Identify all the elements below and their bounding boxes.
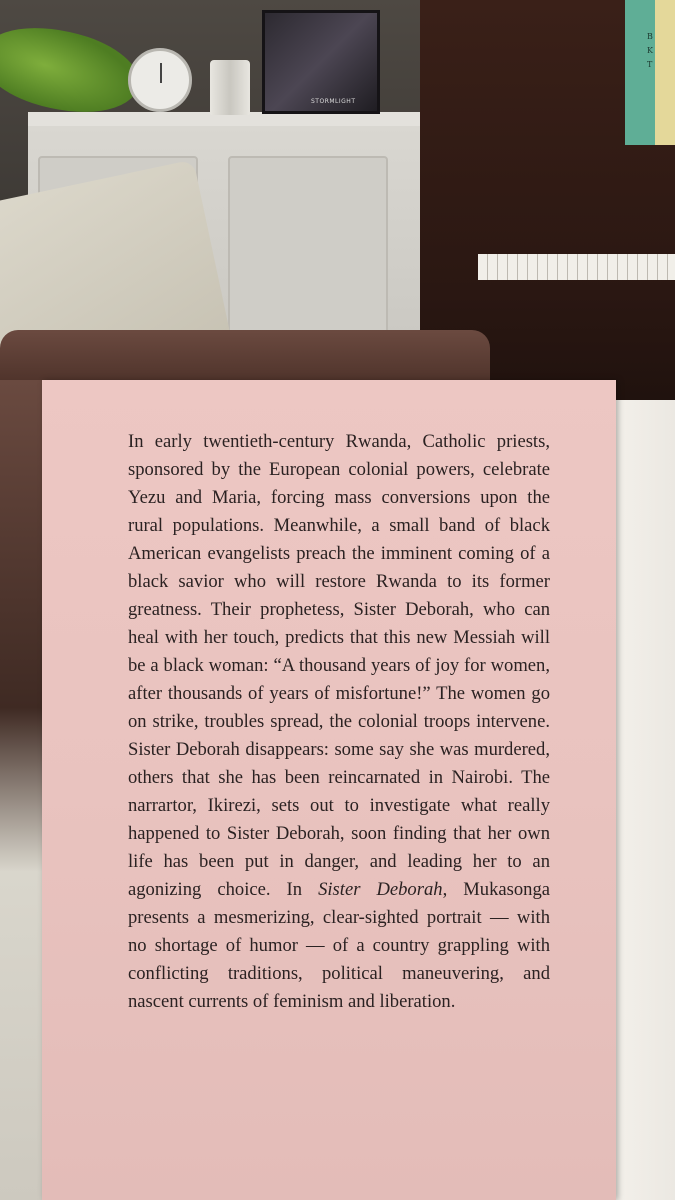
book-spine-letters: B K T — [647, 32, 653, 69]
armrest-left — [0, 380, 44, 1200]
book-spines — [625, 0, 675, 145]
blurb-in: In — [286, 879, 303, 900]
book-back-cover — [42, 380, 616, 1200]
wall-clock — [128, 48, 192, 112]
book-title-italic: Sister Deborah — [318, 879, 443, 900]
blurb-outro: , Mukasonga presents a mesmerizing, clear-sighted portrait — with no shortage of humor — of a country grappling with conflicting traditions, political maneuvering, and nascent currents of feminism and liberation. — [128, 879, 550, 1012]
frame-caption: STORMLIGHT — [311, 98, 356, 105]
piano-keys — [478, 254, 675, 280]
blurb-intro: In early twentieth-century Rwanda, Catholic priests, sponsored by the European colonial powers, celebrate Yezu and Maria, forcing mass conversions upon the rural populations. Meanwhile, a small band of black American evangelists preach the imminent coming of a black savior who will restore Rwanda to its former greatness. Their prophetess, Sister Deborah, who can heal with her touch, predicts that this new Messiah will be a black woman: “A thousand years of joy for women, after thousands of years of misfortune!” The women go on strike, troubles spread, the colonial troops intervene. Sister Deborah disappears: some say she was murdered, others that she has been reincarnated in Nairobi. The narrartor, Ikirezi, sets out to investigate what really happened to Sister Deborah, soon finding that her own life has been put in danger, and leading her to an agonizing choice. — [128, 431, 550, 900]
blurb-text — [128, 428, 550, 1016]
bottles — [210, 60, 250, 115]
picture-frame — [262, 10, 380, 114]
